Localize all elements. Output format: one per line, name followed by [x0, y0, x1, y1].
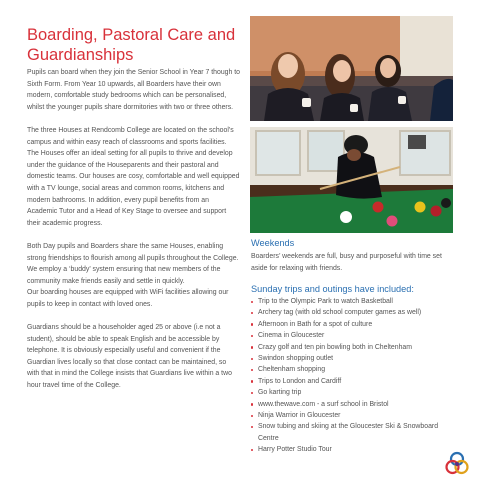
paragraph-wifi: Our boarding houses are equipped with WiFi facilities allowing our pupils to keep in contact with loved ones. [27, 289, 229, 308]
paragraph-guardians: Guardians should be a householder aged 25 or above (i.e not a student), should be able to speak English and be accessible by telephone. It is obviously especially useful and convenient if the Guardian lives locally so that close contact can be maintained, so with that in mind the College insists that Guardians live within a two hour travel time of the College. [27, 324, 232, 390]
weekends-text: Boarders’ weekends are full, busy and purposeful with time set aside for relaxing with friends. [251, 253, 442, 272]
trip-item: Crazy golf and ten pin bowling both in Cheltenham [251, 342, 456, 353]
paragraph-houses: The three Houses at Rendcomb College are located on the school’s campus and within easy reach of classrooms and sports facilities. The Houses offer an ideal setting for all pupils to thrive and develop under the guidance of the Houseparents and their pastoral and domestic teams. Our houses are cosy, comfortable and well equipped with a TV lounge, social areas and common rooms, kitchens and modern bathrooms. In addition, every pupil benefits from an Academic Tutor and a Head of Key Stage to oversee and support their academic progress. [27, 126, 240, 227]
paragraph-buddy: Both Day pupils and Boarders share the same Houses, enabling strong friendships to flourish among all pupils throughout the College. We employ a ‘buddy’ system ensuring that new members of the community make friends easily and settle in quickly. [27, 242, 239, 285]
page-title: Boarding, Pastoral Care and Guardianships [27, 26, 236, 64]
students-sofa-photo [250, 16, 453, 121]
trip-item: Afternoon in Bath for a spot of culture [251, 319, 456, 330]
trips-heading: Sunday trips and outings have included: [251, 284, 414, 294]
trip-item: Swindon shopping outlet [251, 353, 456, 364]
trip-item: www.thewave.com - a surf school in Bristol [251, 399, 456, 410]
left-column [27, 67, 240, 392]
trip-item: Ninja Warrior in Gloucester [251, 410, 456, 421]
college-crest-logo [444, 450, 470, 476]
paragraph-boarding: Pupils can board when they join the Senior School in Year 7 though to Sixth Form. From Year 10 upwards, all Boarders have their own modern, comfortable study bedrooms which can be personalised, whilst the younger pupils share dormitories with two or three others. [27, 69, 240, 111]
trip-item: Snow tubing and skiing at the Gloucester Ski & Snowboard Centre [251, 421, 456, 444]
trip-item: Cinema in Gloucester [251, 330, 456, 341]
trip-item: Archery tag (with old school computer games as well) [251, 307, 456, 318]
trips-list [251, 296, 456, 456]
trip-item: Go karting trip [251, 387, 456, 398]
trip-item: Trips to London and Cardiff [251, 376, 456, 387]
trip-item: Trip to the Olympic Park to watch Basketball [251, 296, 456, 307]
trip-item: Cheltenham shopping [251, 364, 456, 375]
pool-table-photo [250, 127, 453, 233]
weekends-heading: Weekends [251, 238, 295, 248]
trip-item: Harry Potter Studio Tour [251, 444, 456, 455]
